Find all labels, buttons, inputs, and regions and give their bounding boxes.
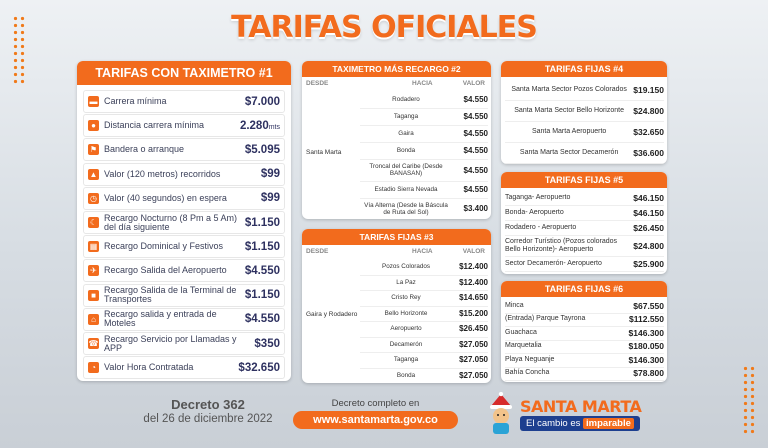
desde-cell: Gaira y Rodadero (306, 311, 358, 318)
price-value: $4.550 (244, 313, 280, 326)
tarifa-row (83, 259, 285, 282)
page-title: TARIFAS OFICIALES (231, 10, 537, 45)
decreto-link-box (293, 398, 458, 429)
valor-cell: $3.400 (463, 204, 488, 213)
tarifa-price (245, 289, 280, 301)
tarifa-row (83, 284, 285, 307)
price-value: $1.150 (244, 240, 280, 253)
list-item (505, 79, 664, 101)
table-row (360, 159, 488, 182)
list-item (505, 235, 664, 257)
table-row (360, 368, 488, 384)
list-item (505, 205, 664, 221)
santa-marta-logo (487, 392, 647, 442)
tarifa-price (245, 313, 280, 325)
flag-icon: ⚑ (89, 145, 98, 155)
list-item (505, 326, 664, 341)
hacia-cell: La Paz (396, 278, 416, 286)
valor-cell: $15.200 (459, 308, 488, 318)
moon-icon: ☾ (89, 218, 98, 227)
valor-cell: $4.550 (463, 165, 488, 175)
tarifas-fijas-4-card (501, 61, 667, 164)
route-price: $36.600 (633, 147, 664, 158)
valor-cell: $14.650 (459, 293, 488, 303)
table-row (360, 91, 488, 109)
route-label: (Entrada) Parque Tayrona (505, 315, 586, 323)
route-label: Corredor Turístico (Pozos colorados Bello Horizonte)- Aeropuerto (505, 237, 618, 253)
route-price: $32.650 (633, 126, 664, 137)
plane-icon: ✈ (88, 265, 99, 276)
list-item (505, 367, 664, 382)
tarifa-row (83, 138, 285, 161)
list-item (505, 353, 664, 368)
table-row (360, 352, 488, 369)
list-item (505, 299, 664, 314)
tarifas-fijas-6-card (501, 281, 667, 382)
tarifa-label: Recargo Nocturno (8 Pm a 5 Am) del día siguiente (104, 212, 238, 232)
route-price: $46.150 (633, 192, 664, 203)
tarifa-label: Bandera o arranque (104, 144, 185, 155)
route-price: $67.550 (633, 300, 664, 311)
route-label: Marquetalia (505, 342, 542, 350)
card-header: TARIFAS FIJAS #6 (501, 281, 667, 297)
column-valor: VALOR (462, 80, 485, 87)
website-link[interactable]: www.santamarta.gov.co (293, 411, 458, 429)
tarifa-label: Recargo Salida del Aeropuerto (104, 265, 227, 276)
route-price: $19.150 (633, 84, 664, 95)
hacia-cell: Aeropuerto (390, 325, 422, 333)
tarifa-label: Recargo salida y entrada de Moteles (104, 309, 217, 329)
tarifa-label: Recargo Dominical y Festivos (104, 241, 224, 252)
route-price: $24.800 (633, 105, 664, 116)
tarifa-row (83, 114, 285, 137)
tarifa-label: Valor (40 segundos) en espera (104, 192, 227, 203)
route-label: Rodadero - Aeropuerto (505, 223, 577, 231)
list-item (505, 313, 664, 328)
valor-cell: $4.550 (463, 185, 488, 194)
brand-name: SANTA MARTA (520, 397, 642, 416)
price-value: 2.280 (239, 119, 269, 132)
column-desde: DESDE (306, 80, 329, 87)
route-price: $146.300 (628, 327, 664, 338)
card-header: TARIFAS FIJAS #4 (501, 61, 667, 77)
list-item (505, 142, 664, 164)
hacia-cell: Taganga (393, 356, 419, 364)
table-row (360, 181, 488, 199)
map-pin-icon: ● (88, 120, 99, 131)
hacia-cell: Bello Horizonte (384, 309, 428, 317)
list-item (505, 220, 664, 236)
tarifa-row (83, 90, 285, 113)
tarifa-price (245, 241, 280, 253)
tarifa-label: Carrera mínima (104, 96, 167, 106)
taximetro-1-card (77, 61, 291, 381)
hacia-cell: Estadio Sierra Nevada (374, 186, 438, 193)
car-icon: ▬ (89, 97, 98, 106)
card-header: TARIFAS FIJAS #3 (302, 229, 491, 245)
price-value: $350 (254, 337, 280, 350)
tarifa-price (245, 144, 280, 156)
tarifa-row (83, 235, 285, 258)
price-unit: mts (268, 123, 280, 131)
phone-icon: ☎ (88, 339, 99, 348)
table-row (360, 108, 488, 126)
price-value: $32.650 (238, 361, 280, 374)
timer-icon: ◔ (88, 362, 99, 373)
price-value: $4.550 (244, 264, 280, 277)
tarifa-row (83, 187, 285, 210)
decreto-completo-label: Decreto completo en (331, 398, 420, 409)
column-desde: DESDE (306, 248, 329, 255)
column-valor: VALOR (462, 248, 485, 255)
table-row (360, 142, 488, 160)
route-label: Guachaca (505, 328, 537, 336)
tarifa-label: Recargo Servicio por Llamadas y APP (104, 333, 237, 353)
route-price: $24.800 (633, 240, 664, 251)
tarifa-row (83, 356, 285, 379)
hotel-icon: ⌂ (88, 314, 99, 325)
tarifa-price (238, 362, 280, 374)
table-row (360, 290, 488, 307)
decreto-info (133, 398, 283, 426)
table-row (360, 125, 488, 143)
brand-slogan (520, 416, 640, 431)
list-item (505, 100, 664, 122)
route-label: Santa Marta Aeropuerto (531, 127, 607, 135)
decorative-dots (742, 365, 756, 435)
route-label: Santa Marta Sector Pozos Colorados (511, 85, 627, 93)
route-label: Santa Marta Sector Decamerón (519, 148, 619, 156)
route-price: $25.900 (633, 258, 664, 269)
tarifas-fijas-5-card (501, 172, 667, 274)
table-row (360, 275, 488, 292)
list-item (505, 340, 664, 355)
hacia-cell: Vía Alterna (Desde la Báscula de Ruta del Sol) (364, 201, 448, 216)
route-label: Minca (505, 301, 524, 309)
tarifa-row (83, 308, 285, 331)
tarifa-row (83, 163, 285, 186)
tarifa-price (245, 265, 280, 277)
road-icon: ▲ (89, 169, 98, 179)
route-price: $146.300 (628, 354, 664, 365)
price-value: $99 (260, 192, 280, 205)
desde-cell: Santa Marta (306, 149, 342, 156)
valor-cell: $12.400 (459, 262, 488, 272)
tarifa-price (245, 217, 280, 229)
tarifa-price (245, 96, 280, 108)
price-value: $1.150 (244, 289, 280, 302)
valor-cell: $4.550 (463, 112, 488, 121)
column-hacia: HACIA (412, 80, 433, 87)
hacia-cell: Gaira (398, 130, 414, 137)
tarifa-label: Recargo Salida de la Terminal de Transportes (104, 285, 237, 305)
mascot-icon (487, 392, 515, 436)
list-item (505, 190, 664, 206)
bus-icon: ■ (88, 290, 99, 301)
tarifa-row (83, 211, 285, 234)
table-row (360, 321, 488, 338)
slogan-highlight: imparable (583, 418, 634, 429)
table-row (360, 259, 488, 276)
hacia-cell: Pozos Colorados (382, 263, 430, 271)
tarifa-label: Valor Hora Contratada (104, 362, 194, 373)
card-header: TARIFAS CON TAXIMETRO #1 (77, 61, 291, 85)
tarifa-row (83, 332, 285, 355)
valor-cell: $4.550 (463, 95, 488, 104)
valor-cell: $27.050 (459, 370, 488, 380)
route-price: $78.800 (633, 368, 664, 379)
decreto-date: del 26 de diciembre 2022 (143, 413, 273, 425)
hacia-cell: Bonda (396, 147, 416, 154)
hacia-cell: Decamerón (389, 340, 423, 348)
valor-cell: $12.400 (459, 277, 488, 287)
slogan-text: El cambio es (526, 418, 584, 429)
column-hacia: HACIA (412, 248, 433, 255)
tarifa-price (254, 338, 280, 350)
list-item (505, 256, 664, 272)
valor-cell: $27.050 (459, 355, 488, 365)
clock-icon: ◷ (88, 193, 99, 204)
tarifa-label: Distancia carrera mínima (104, 120, 205, 131)
route-label: Taganga- Aeropuerto (505, 193, 571, 201)
list-item (505, 121, 664, 143)
tarifas-fijas-3-card (302, 229, 491, 383)
hacia-cell: Taganga (393, 113, 419, 120)
card-header: TARIFAS FIJAS #5 (501, 172, 667, 188)
route-price: $180.050 (628, 341, 664, 352)
table-row (360, 198, 488, 219)
route-price: $112.550 (629, 314, 664, 325)
price-value: $7.000 (244, 95, 280, 108)
decreto-number: Decreto 362 (171, 397, 245, 412)
hacia-cell: Troncal del Caribe (Desde BANASAN) (369, 163, 443, 177)
table-row (360, 337, 488, 354)
card-header: TAXIMETRO MÁS RECARGO #2 (302, 61, 491, 77)
route-price: $26.450 (633, 222, 664, 233)
route-price: $46.150 (633, 207, 664, 218)
route-label: Santa Marta Sector Bello Horizonte (514, 106, 624, 114)
valor-cell: $4.550 (463, 129, 488, 138)
taximetro-recargo-2-card (302, 61, 491, 219)
tarifa-label: Valor (120 metros) recorridos (104, 168, 221, 179)
calendar-icon: ▦ (89, 242, 98, 252)
hacia-cell: Cristo Rey (391, 294, 421, 302)
table-row (360, 306, 488, 323)
tarifa-price (261, 168, 280, 180)
price-value: $99 (260, 168, 280, 181)
valor-cell: $27.050 (459, 339, 488, 349)
tarifa-price (261, 192, 280, 204)
valor-cell: $4.550 (463, 146, 488, 155)
route-label: Bahía Concha (505, 369, 550, 377)
tarifa-price (240, 120, 280, 132)
price-value: $1.150 (244, 216, 280, 229)
hacia-cell: Rodadero (392, 96, 420, 103)
route-label: Playa Neguanje (505, 355, 555, 363)
route-label: Bonda- Aeropuerto (505, 208, 564, 216)
route-label: Sector Decamerón- Aeropuerto (505, 259, 602, 267)
valor-cell: $26.450 (459, 324, 488, 334)
hacia-cell: Bonda (396, 371, 416, 379)
price-value: $5.095 (244, 143, 280, 156)
